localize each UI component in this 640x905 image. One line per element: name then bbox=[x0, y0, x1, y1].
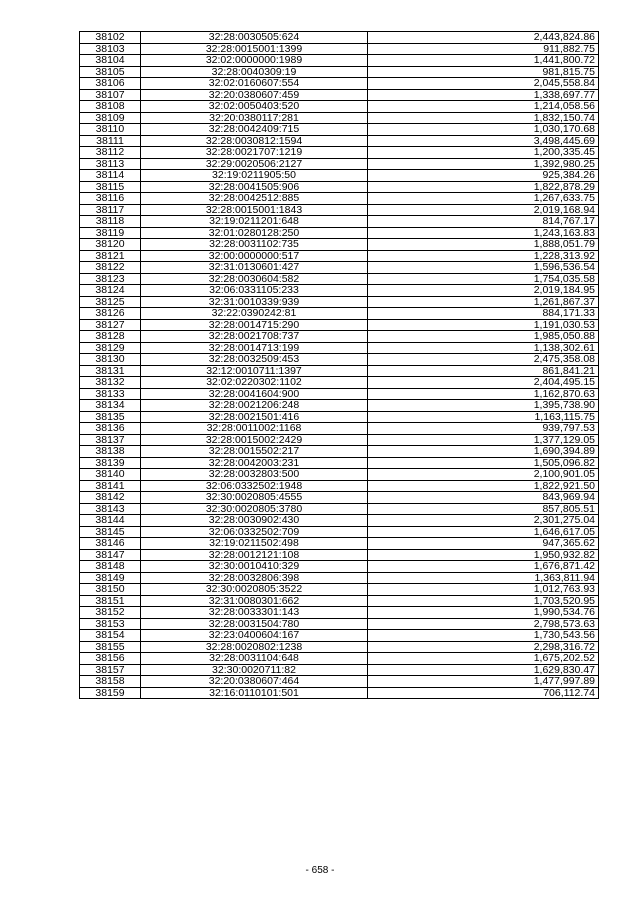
table-row bbox=[80, 526, 599, 538]
table-row bbox=[80, 204, 599, 216]
table-row bbox=[80, 400, 599, 412]
cadastral-number-cell: 32:28:0014715:290 bbox=[141, 319, 368, 331]
cadastral-number-cell: 32:28:0015001:1843 bbox=[141, 204, 368, 216]
table-row bbox=[80, 446, 599, 458]
cadastral-number-cell: 32:30:0020711:82 bbox=[141, 664, 368, 676]
record-number-cell: 38110 bbox=[80, 124, 141, 136]
cadastral-number-cell: 32:06:0331105:233 bbox=[141, 285, 368, 297]
table-row bbox=[80, 676, 599, 688]
amount-cell: 1,338,697.77 bbox=[368, 89, 599, 101]
amount-cell: 2,301,275.04 bbox=[368, 515, 599, 527]
record-number-cell: 38106 bbox=[80, 78, 141, 90]
amount-cell: 981,815.75 bbox=[368, 66, 599, 78]
record-number-cell: 38119 bbox=[80, 227, 141, 239]
cadastral-number-cell: 32:28:0015001:1399 bbox=[141, 43, 368, 55]
cadastral-number-cell: 32:02:0000000:1989 bbox=[141, 55, 368, 67]
amount-cell: 1,676,871.42 bbox=[368, 561, 599, 573]
record-number-cell: 38124 bbox=[80, 285, 141, 297]
cadastral-number-cell: 32:31:0130601:427 bbox=[141, 262, 368, 274]
amount-cell: 2,298,316.72 bbox=[368, 641, 599, 653]
table-row bbox=[80, 572, 599, 584]
table-row bbox=[80, 32, 599, 44]
table-row bbox=[80, 216, 599, 228]
cadastral-number-cell: 32:06:0332502:709 bbox=[141, 526, 368, 538]
cadastral-number-cell: 32:00:0000000:517 bbox=[141, 250, 368, 262]
cadastral-number-cell: 32:28:0032803:500 bbox=[141, 469, 368, 481]
amount-cell: 1,261,867.37 bbox=[368, 296, 599, 308]
amount-cell: 1,395,738.90 bbox=[368, 400, 599, 412]
cadastral-number-cell: 32:22:0390242:81 bbox=[141, 308, 368, 320]
table-row bbox=[80, 43, 599, 55]
amount-cell: 2,019,184.95 bbox=[368, 285, 599, 297]
cadastral-number-cell: 32:31:0080301:662 bbox=[141, 595, 368, 607]
amount-cell: 939,797.53 bbox=[368, 423, 599, 435]
record-number-cell: 38120 bbox=[80, 239, 141, 251]
amount-cell: 2,475,358.08 bbox=[368, 354, 599, 366]
record-number-cell: 38118 bbox=[80, 216, 141, 228]
amount-cell: 1,690,394.89 bbox=[368, 446, 599, 458]
cadastral-number-cell: 32:28:0041505:906 bbox=[141, 181, 368, 193]
record-number-cell: 38145 bbox=[80, 526, 141, 538]
record-number-cell: 38103 bbox=[80, 43, 141, 55]
amount-cell: 1,629,830.47 bbox=[368, 664, 599, 676]
cadastral-number-cell: 32:28:0041604:900 bbox=[141, 388, 368, 400]
cadastral-number-cell: 32:19:0211905:50 bbox=[141, 170, 368, 182]
record-number-cell: 38122 bbox=[80, 262, 141, 274]
amount-cell: 911,882.75 bbox=[368, 43, 599, 55]
table-row bbox=[80, 641, 599, 653]
amount-cell: 1,228,313.92 bbox=[368, 250, 599, 262]
table-row bbox=[80, 147, 599, 159]
table-row bbox=[80, 319, 599, 331]
record-number-cell: 38121 bbox=[80, 250, 141, 262]
record-number-cell: 38109 bbox=[80, 112, 141, 124]
table-row bbox=[80, 273, 599, 285]
cadastral-number-cell: 32:28:0030902:430 bbox=[141, 515, 368, 527]
table-row bbox=[80, 411, 599, 423]
table-row bbox=[80, 457, 599, 469]
cadastral-number-cell: 32:28:0033301:143 bbox=[141, 607, 368, 619]
record-number-cell: 38105 bbox=[80, 66, 141, 78]
amount-cell: 925,384.26 bbox=[368, 170, 599, 182]
table-row bbox=[80, 664, 599, 676]
record-number-cell: 38127 bbox=[80, 319, 141, 331]
amount-cell: 2,019,168.94 bbox=[368, 204, 599, 216]
amount-cell: 2,100,901.05 bbox=[368, 469, 599, 481]
table-row bbox=[80, 388, 599, 400]
amount-cell: 1,267,633.75 bbox=[368, 193, 599, 205]
records-table bbox=[79, 31, 599, 699]
amount-cell: 1,441,800.72 bbox=[368, 55, 599, 67]
cadastral-number-cell: 32:28:0011002:1168 bbox=[141, 423, 368, 435]
record-number-cell: 38123 bbox=[80, 273, 141, 285]
amount-cell: 884,171.33 bbox=[368, 308, 599, 320]
record-number-cell: 38150 bbox=[80, 584, 141, 596]
record-number-cell: 38136 bbox=[80, 423, 141, 435]
table-row bbox=[80, 365, 599, 377]
record-number-cell: 38132 bbox=[80, 377, 141, 389]
amount-cell: 1,730,543.56 bbox=[368, 630, 599, 642]
cadastral-number-cell: 32:20:0380607:464 bbox=[141, 676, 368, 688]
table-row bbox=[80, 595, 599, 607]
cadastral-number-cell: 32:29:0020506:2127 bbox=[141, 158, 368, 170]
table-row bbox=[80, 618, 599, 630]
table-row bbox=[80, 296, 599, 308]
table-row bbox=[80, 55, 599, 67]
cadastral-number-cell: 32:23:0400604:167 bbox=[141, 630, 368, 642]
amount-cell: 2,404,495.15 bbox=[368, 377, 599, 389]
amount-cell: 1,596,536.54 bbox=[368, 262, 599, 274]
table-row bbox=[80, 170, 599, 182]
cadastral-number-cell: 32:28:0032509:453 bbox=[141, 354, 368, 366]
cadastral-number-cell: 32:19:0211201:648 bbox=[141, 216, 368, 228]
record-number-cell: 38131 bbox=[80, 365, 141, 377]
cadastral-number-cell: 32:28:0015002:2429 bbox=[141, 434, 368, 446]
cadastral-number-cell: 32:30:0020805:4555 bbox=[141, 492, 368, 504]
amount-cell: 1,832,150.74 bbox=[368, 112, 599, 124]
record-number-cell: 38134 bbox=[80, 400, 141, 412]
cadastral-number-cell: 32:06:0332502:1948 bbox=[141, 480, 368, 492]
record-number-cell: 38152 bbox=[80, 607, 141, 619]
record-number-cell: 38156 bbox=[80, 653, 141, 665]
table-row bbox=[80, 584, 599, 596]
record-number-cell: 38155 bbox=[80, 641, 141, 653]
amount-cell: 1,822,921.50 bbox=[368, 480, 599, 492]
amount-cell: 947,365.62 bbox=[368, 538, 599, 550]
amount-cell: 1,990,534.76 bbox=[368, 607, 599, 619]
amount-cell: 1,191,030.53 bbox=[368, 319, 599, 331]
table-row bbox=[80, 78, 599, 90]
page-number: - 658 - bbox=[305, 865, 335, 876]
cadastral-number-cell: 32:20:0380607:459 bbox=[141, 89, 368, 101]
cadastral-number-cell: 32:28:0030604:582 bbox=[141, 273, 368, 285]
table-row bbox=[80, 561, 599, 573]
table-row bbox=[80, 434, 599, 446]
record-number-cell: 38113 bbox=[80, 158, 141, 170]
amount-cell: 3,498,445.69 bbox=[368, 135, 599, 147]
amount-cell: 1,200,335.45 bbox=[368, 147, 599, 159]
record-number-cell: 38125 bbox=[80, 296, 141, 308]
record-number-cell: 38149 bbox=[80, 572, 141, 584]
record-number-cell: 38142 bbox=[80, 492, 141, 504]
table-row bbox=[80, 112, 599, 124]
record-number-cell: 38130 bbox=[80, 354, 141, 366]
record-number-cell: 38141 bbox=[80, 480, 141, 492]
table-row bbox=[80, 158, 599, 170]
table-row bbox=[80, 607, 599, 619]
cadastral-number-cell: 32:02:0220302:1102 bbox=[141, 377, 368, 389]
amount-cell: 1,950,932.82 bbox=[368, 549, 599, 561]
table-row bbox=[80, 342, 599, 354]
amount-cell: 1,392,980.25 bbox=[368, 158, 599, 170]
table-row bbox=[80, 89, 599, 101]
record-number-cell: 38137 bbox=[80, 434, 141, 446]
cadastral-number-cell: 32:28:0030812:1594 bbox=[141, 135, 368, 147]
cadastral-number-cell: 32:16:0110101:501 bbox=[141, 687, 368, 699]
cadastral-number-cell: 32:28:0012121:108 bbox=[141, 549, 368, 561]
table-row bbox=[80, 492, 599, 504]
amount-cell: 1,675,202.52 bbox=[368, 653, 599, 665]
amount-cell: 2,045,558.84 bbox=[368, 78, 599, 90]
table-row bbox=[80, 653, 599, 665]
record-number-cell: 38126 bbox=[80, 308, 141, 320]
table-row bbox=[80, 308, 599, 320]
amount-cell: 1,754,035.58 bbox=[368, 273, 599, 285]
amount-cell: 843,969.94 bbox=[368, 492, 599, 504]
cadastral-number-cell: 32:20:0380117:281 bbox=[141, 112, 368, 124]
amount-cell: 2,798,573.63 bbox=[368, 618, 599, 630]
amount-cell: 2,443,824.86 bbox=[368, 32, 599, 44]
amount-cell: 1,363,811.94 bbox=[368, 572, 599, 584]
amount-cell: 1,030,170.68 bbox=[368, 124, 599, 136]
amount-cell: 857,805.51 bbox=[368, 503, 599, 515]
table-row bbox=[80, 66, 599, 78]
amount-cell: 1,138,302.61 bbox=[368, 342, 599, 354]
amount-cell: 1,012,763.93 bbox=[368, 584, 599, 596]
cadastral-number-cell: 32:12:0010711:1397 bbox=[141, 365, 368, 377]
record-number-cell: 38140 bbox=[80, 469, 141, 481]
cadastral-number-cell: 32:31:0010339:939 bbox=[141, 296, 368, 308]
cadastral-number-cell: 32:02:0050403:520 bbox=[141, 101, 368, 113]
cadastral-number-cell: 32:28:0042512:885 bbox=[141, 193, 368, 205]
amount-cell: 1,646,617.05 bbox=[368, 526, 599, 538]
record-number-cell: 38147 bbox=[80, 549, 141, 561]
table-row bbox=[80, 480, 599, 492]
record-number-cell: 38135 bbox=[80, 411, 141, 423]
table-row bbox=[80, 124, 599, 136]
table-row bbox=[80, 331, 599, 343]
record-number-cell: 38154 bbox=[80, 630, 141, 642]
cadastral-number-cell: 32:30:0010410:329 bbox=[141, 561, 368, 573]
cadastral-number-cell: 32:02:0160607:554 bbox=[141, 78, 368, 90]
record-number-cell: 38128 bbox=[80, 331, 141, 343]
table-row bbox=[80, 250, 599, 262]
cadastral-number-cell: 32:30:0020805:3780 bbox=[141, 503, 368, 515]
records-table-body bbox=[80, 32, 599, 699]
cadastral-number-cell: 32:28:0031504:780 bbox=[141, 618, 368, 630]
cadastral-number-cell: 32:19:0211502:498 bbox=[141, 538, 368, 550]
record-number-cell: 38143 bbox=[80, 503, 141, 515]
table-row bbox=[80, 538, 599, 550]
table-row bbox=[80, 239, 599, 251]
record-number-cell: 38111 bbox=[80, 135, 141, 147]
record-number-cell: 38133 bbox=[80, 388, 141, 400]
table-row bbox=[80, 549, 599, 561]
table-row bbox=[80, 687, 599, 699]
table-row bbox=[80, 377, 599, 389]
record-number-cell: 38159 bbox=[80, 687, 141, 699]
table-row bbox=[80, 101, 599, 113]
cadastral-number-cell: 32:28:0040309:19 bbox=[141, 66, 368, 78]
record-number-cell: 38153 bbox=[80, 618, 141, 630]
cadastral-number-cell: 32:28:0042409:715 bbox=[141, 124, 368, 136]
amount-cell: 1,703,520.95 bbox=[368, 595, 599, 607]
record-number-cell: 38148 bbox=[80, 561, 141, 573]
table-row bbox=[80, 227, 599, 239]
cadastral-number-cell: 32:28:0021708:737 bbox=[141, 331, 368, 343]
table-row bbox=[80, 630, 599, 642]
amount-cell: 1,985,050.88 bbox=[368, 331, 599, 343]
amount-cell: 1,477,997.89 bbox=[368, 676, 599, 688]
record-number-cell: 38104 bbox=[80, 55, 141, 67]
table-row bbox=[80, 469, 599, 481]
record-number-cell: 38115 bbox=[80, 181, 141, 193]
table-row bbox=[80, 354, 599, 366]
record-number-cell: 38114 bbox=[80, 170, 141, 182]
cadastral-number-cell: 32:28:0031104:648 bbox=[141, 653, 368, 665]
table-row bbox=[80, 181, 599, 193]
cadastral-number-cell: 32:28:0020802:1238 bbox=[141, 641, 368, 653]
record-number-cell: 38117 bbox=[80, 204, 141, 216]
table-row bbox=[80, 515, 599, 527]
cadastral-number-cell: 32:30:0020805:3522 bbox=[141, 584, 368, 596]
table-row bbox=[80, 262, 599, 274]
record-number-cell: 38102 bbox=[80, 32, 141, 44]
amount-cell: 1,377,129.05 bbox=[368, 434, 599, 446]
cadastral-number-cell: 32:28:0021501:416 bbox=[141, 411, 368, 423]
amount-cell: 1,214,058.56 bbox=[368, 101, 599, 113]
amount-cell: 706,112.74 bbox=[368, 687, 599, 699]
amount-cell: 1,888,051.79 bbox=[368, 239, 599, 251]
table-row bbox=[80, 423, 599, 435]
amount-cell: 1,163,115.75 bbox=[368, 411, 599, 423]
amount-cell: 814,767.17 bbox=[368, 216, 599, 228]
record-number-cell: 38116 bbox=[80, 193, 141, 205]
record-number-cell: 38157 bbox=[80, 664, 141, 676]
cadastral-number-cell: 32:28:0014713:199 bbox=[141, 342, 368, 354]
record-number-cell: 38151 bbox=[80, 595, 141, 607]
table-row bbox=[80, 193, 599, 205]
amount-cell: 1,162,870.63 bbox=[368, 388, 599, 400]
cadastral-number-cell: 32:28:0030505:624 bbox=[141, 32, 368, 44]
record-number-cell: 38146 bbox=[80, 538, 141, 550]
record-number-cell: 38139 bbox=[80, 457, 141, 469]
amount-cell: 861,841.21 bbox=[368, 365, 599, 377]
cadastral-number-cell: 32:28:0015502:217 bbox=[141, 446, 368, 458]
record-number-cell: 38107 bbox=[80, 89, 141, 101]
table-row bbox=[80, 503, 599, 515]
cadastral-number-cell: 32:28:0032806:398 bbox=[141, 572, 368, 584]
cadastral-number-cell: 32:28:0021206:248 bbox=[141, 400, 368, 412]
cadastral-number-cell: 32:01:0280128:250 bbox=[141, 227, 368, 239]
record-number-cell: 38108 bbox=[80, 101, 141, 113]
cadastral-number-cell: 32:28:0031102:735 bbox=[141, 239, 368, 251]
cadastral-number-cell: 32:28:0021707:1219 bbox=[141, 147, 368, 159]
table-row bbox=[80, 135, 599, 147]
amount-cell: 1,822,878.29 bbox=[368, 181, 599, 193]
amount-cell: 1,505,096.82 bbox=[368, 457, 599, 469]
amount-cell: 1,243,163.83 bbox=[368, 227, 599, 239]
record-number-cell: 38112 bbox=[80, 147, 141, 159]
record-number-cell: 38144 bbox=[80, 515, 141, 527]
record-number-cell: 38129 bbox=[80, 342, 141, 354]
record-number-cell: 38138 bbox=[80, 446, 141, 458]
cadastral-number-cell: 32:28:0042003:231 bbox=[141, 457, 368, 469]
record-number-cell: 38158 bbox=[80, 676, 141, 688]
table-row bbox=[80, 285, 599, 297]
